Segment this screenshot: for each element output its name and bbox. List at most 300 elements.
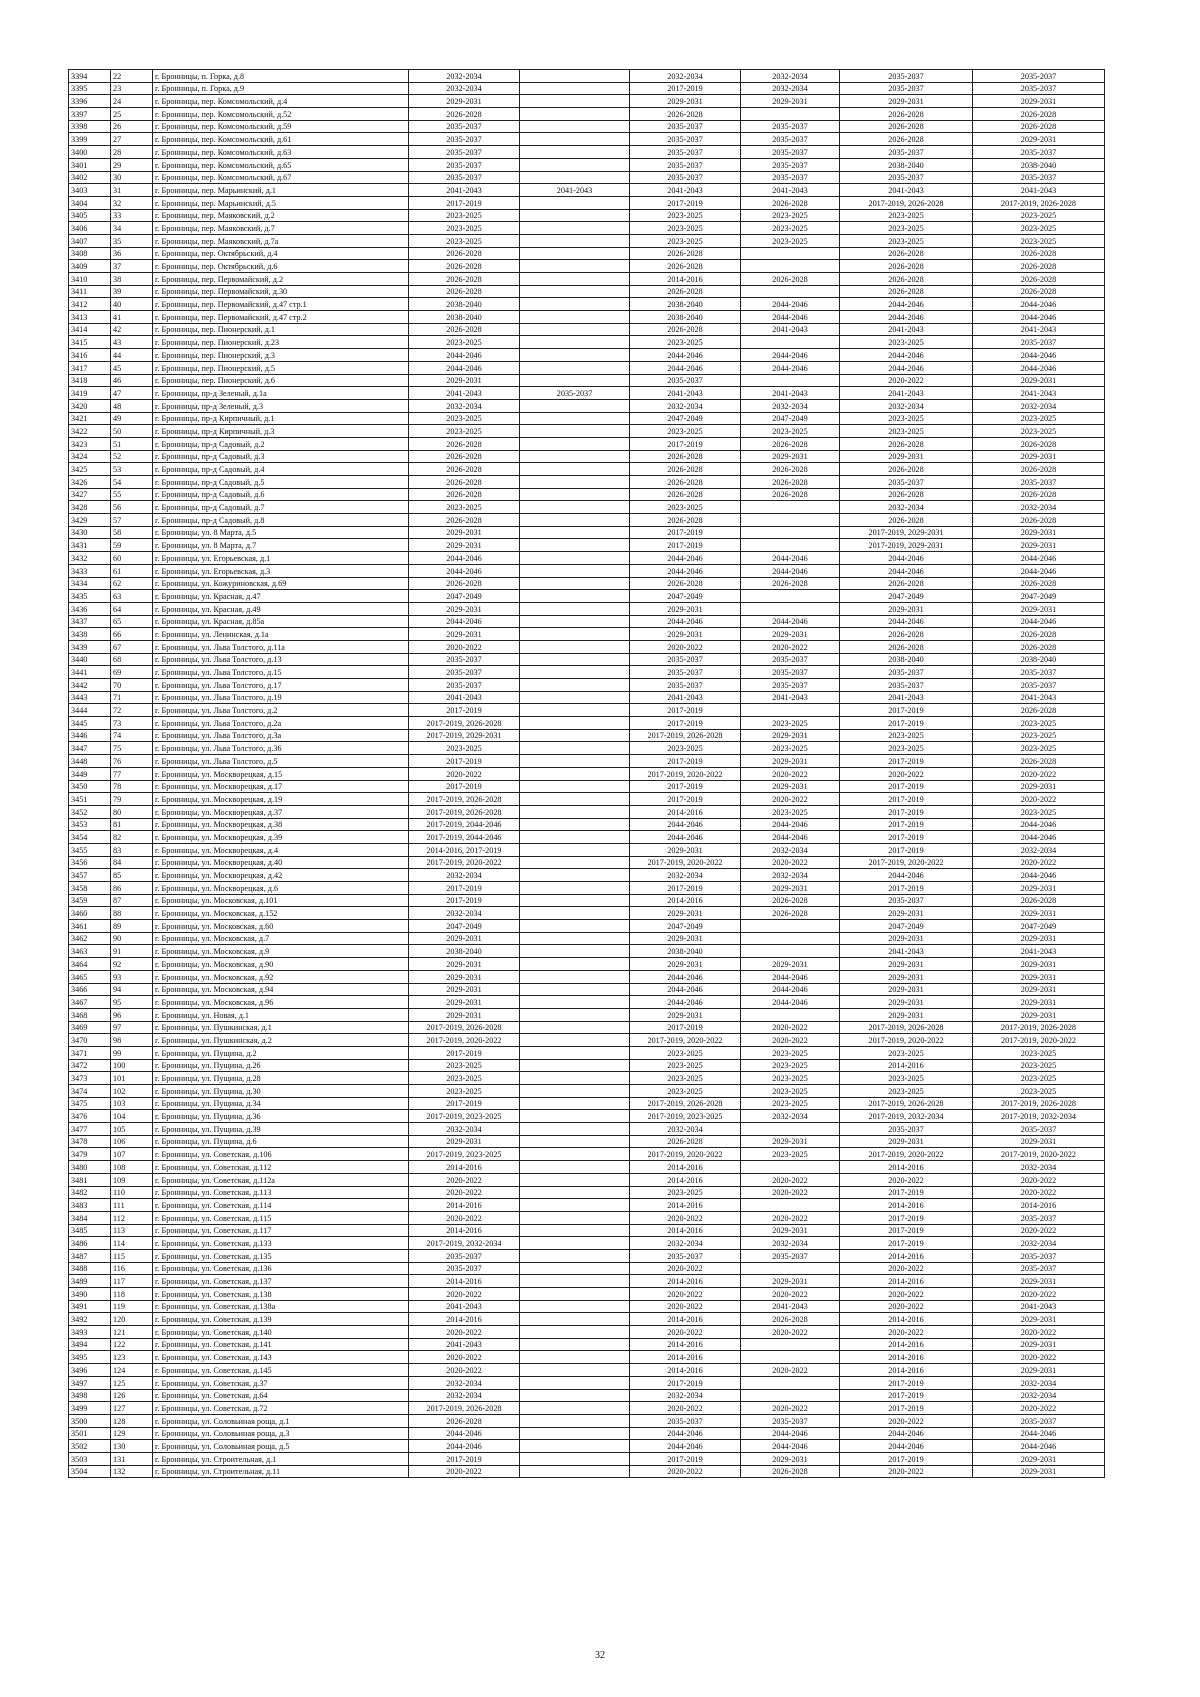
cell-period-3: 2044-2046 xyxy=(630,1440,741,1453)
cell-row-index: 3502 xyxy=(69,1440,111,1453)
cell-row-index: 3451 xyxy=(69,793,111,806)
cell-address: г. Бронницы, ул. Московская, д.9 xyxy=(153,945,409,958)
cell-period-5: 2026-2028 xyxy=(840,514,973,527)
cell-address: г. Бронницы, ул. Советская, д.145 xyxy=(153,1364,409,1377)
cell-period-4: 2032-2034 xyxy=(741,70,840,83)
cell-row-index: 3412 xyxy=(69,298,111,311)
cell-address: г. Бронницы, пер. Маяковский, д.7а xyxy=(153,234,409,247)
cell-period-2 xyxy=(520,323,630,336)
table-row xyxy=(69,298,1105,311)
table-row xyxy=(69,158,1105,171)
cell-item-number: 57 xyxy=(111,514,153,527)
cell-item-number: 85 xyxy=(111,869,153,882)
cell-period-4: 2023-2025 xyxy=(741,222,840,235)
cell-period-4 xyxy=(741,1262,840,1275)
cell-period-3: 2047-2049 xyxy=(630,412,741,425)
cell-item-number: 80 xyxy=(111,805,153,818)
cell-address: г. Бронницы, пер. Комсомольский, д.4 xyxy=(153,95,409,108)
cell-address: г. Бронницы, пр-д Садовый, д.2 xyxy=(153,437,409,450)
cell-period-4: 2029-2031 xyxy=(741,729,840,742)
cell-period-5: 2041-2043 xyxy=(840,184,973,197)
cell-period-1: 2044-2046 xyxy=(409,1427,520,1440)
cell-period-2 xyxy=(520,1072,630,1085)
table-row xyxy=(69,234,1105,247)
cell-period-5: 2017-2019, 2026-2028 xyxy=(840,1021,973,1034)
cell-period-4: 2035-2037 xyxy=(741,120,840,133)
cell-row-index: 3435 xyxy=(69,590,111,603)
cell-item-number: 28 xyxy=(111,146,153,159)
cell-period-2 xyxy=(520,679,630,692)
cell-period-4: 2026-2028 xyxy=(741,577,840,590)
cell-period-4: 2029-2031 xyxy=(741,628,840,641)
cell-row-index: 3401 xyxy=(69,158,111,171)
cell-period-6: 2023-2025 xyxy=(973,1085,1105,1098)
cell-row-index: 3467 xyxy=(69,996,111,1009)
cell-row-index: 3399 xyxy=(69,133,111,146)
cell-period-2 xyxy=(520,780,630,793)
cell-period-6: 2029-2031 xyxy=(973,983,1105,996)
cell-period-6: 2017-2019, 2026-2028 xyxy=(973,196,1105,209)
cell-period-6: 2029-2031 xyxy=(973,970,1105,983)
cell-row-index: 3423 xyxy=(69,437,111,450)
cell-period-5: 2023-2025 xyxy=(840,1072,973,1085)
cell-period-2 xyxy=(520,932,630,945)
cell-period-2 xyxy=(520,514,630,527)
cell-period-5: 2041-2043 xyxy=(840,323,973,336)
cell-item-number: 23 xyxy=(111,82,153,95)
cell-period-6: 2023-2025 xyxy=(973,717,1105,730)
cell-row-index: 3419 xyxy=(69,387,111,400)
cell-period-2 xyxy=(520,1414,630,1427)
cell-period-5: 2029-2031 xyxy=(840,602,973,615)
table-row xyxy=(69,1389,1105,1402)
cell-period-5: 2029-2031 xyxy=(840,983,973,996)
cell-address: г. Бронницы, пер. Пионерский, д.6 xyxy=(153,374,409,387)
cell-period-1: 2044-2046 xyxy=(409,361,520,374)
cell-period-6: 2029-2031 xyxy=(973,450,1105,463)
cell-address: г. Бронницы, ул. Льва Толстого, д.13 xyxy=(153,653,409,666)
cell-period-1: 2026-2028 xyxy=(409,1414,520,1427)
table-row xyxy=(69,437,1105,450)
cell-period-5: 2035-2037 xyxy=(840,1123,973,1136)
cell-period-1: 2032-2034 xyxy=(409,1376,520,1389)
table-row xyxy=(69,95,1105,108)
table-row xyxy=(69,970,1105,983)
cell-period-3: 2035-2037 xyxy=(630,120,741,133)
cell-period-2 xyxy=(520,843,630,856)
cell-item-number: 63 xyxy=(111,590,153,603)
cell-address: г. Бронницы, ул. Советская, д.112а xyxy=(153,1173,409,1186)
cell-item-number: 37 xyxy=(111,260,153,273)
cell-row-index: 3486 xyxy=(69,1237,111,1250)
cell-row-index: 3430 xyxy=(69,526,111,539)
cell-period-1: 2017-2019, 2023-2025 xyxy=(409,1148,520,1161)
cell-address: г. Бронницы, ул. Пущина, д.28 xyxy=(153,1072,409,1085)
cell-row-index: 3474 xyxy=(69,1085,111,1098)
cell-period-3: 2017-2019 xyxy=(630,717,741,730)
cell-period-6: 2044-2046 xyxy=(973,869,1105,882)
cell-item-number: 130 xyxy=(111,1440,153,1453)
cell-period-2 xyxy=(520,666,630,679)
cell-address: г. Бронницы, ул. Пущина, д.6 xyxy=(153,1135,409,1148)
cell-address: г. Бронницы, ул. Пущина, д.34 xyxy=(153,1097,409,1110)
cell-period-2 xyxy=(520,1148,630,1161)
cell-period-4 xyxy=(741,336,840,349)
cell-item-number: 103 xyxy=(111,1097,153,1110)
cell-period-4: 2032-2034 xyxy=(741,1237,840,1250)
cell-item-number: 35 xyxy=(111,234,153,247)
cell-period-3: 2026-2028 xyxy=(630,260,741,273)
cell-period-1: 2029-2031 xyxy=(409,970,520,983)
cell-period-3: 2035-2037 xyxy=(630,133,741,146)
cell-row-index: 3404 xyxy=(69,196,111,209)
cell-address: г. Бронницы, пер. Пионерский, д.1 xyxy=(153,323,409,336)
cell-period-3: 2014-2016 xyxy=(630,1224,741,1237)
table-row xyxy=(69,1059,1105,1072)
cell-item-number: 131 xyxy=(111,1452,153,1465)
cell-period-6: 2029-2031 xyxy=(973,95,1105,108)
cell-period-4: 2032-2034 xyxy=(741,82,840,95)
cell-period-6: 2035-2037 xyxy=(973,336,1105,349)
cell-period-3: 2017-2019 xyxy=(630,704,741,717)
cell-period-1: 2044-2046 xyxy=(409,564,520,577)
table-row xyxy=(69,1288,1105,1301)
cell-item-number: 43 xyxy=(111,336,153,349)
cell-period-6: 2020-2022 xyxy=(973,1288,1105,1301)
cell-period-5: 2014-2016 xyxy=(840,1199,973,1212)
cell-item-number: 93 xyxy=(111,970,153,983)
cell-period-2 xyxy=(520,374,630,387)
cell-row-index: 3490 xyxy=(69,1288,111,1301)
cell-address: г. Бронницы, пр-д Кирпичный, д.3 xyxy=(153,425,409,438)
cell-period-5: 2044-2046 xyxy=(840,361,973,374)
table-row xyxy=(69,273,1105,286)
cell-period-4: 2032-2034 xyxy=(741,843,840,856)
cell-row-index: 3456 xyxy=(69,856,111,869)
cell-period-2 xyxy=(520,869,630,882)
cell-period-4: 2035-2037 xyxy=(741,679,840,692)
cell-period-2 xyxy=(520,1173,630,1186)
cell-period-4: 2023-2025 xyxy=(741,234,840,247)
cell-address: г. Бронницы, ул. Пущина, д.2 xyxy=(153,1046,409,1059)
cell-period-1: 2017-2019 xyxy=(409,894,520,907)
cell-period-2 xyxy=(520,476,630,489)
cell-address: г. Бронницы, ул. Строительная, д.11 xyxy=(153,1465,409,1478)
cell-period-1: 2047-2049 xyxy=(409,590,520,603)
cell-period-5: 2020-2022 xyxy=(840,374,973,387)
cell-period-1: 2017-2019 xyxy=(409,1046,520,1059)
cell-period-6: 2023-2025 xyxy=(973,209,1105,222)
cell-item-number: 51 xyxy=(111,437,153,450)
cell-period-3: 2026-2028 xyxy=(630,1135,741,1148)
cell-item-number: 68 xyxy=(111,653,153,666)
cell-address: г. Бронницы, ул. Льва Толстого, д.11а xyxy=(153,640,409,653)
cell-period-1: 2017-2019 xyxy=(409,1097,520,1110)
cell-period-1: 2017-2019, 2026-2028 xyxy=(409,793,520,806)
cell-row-index: 3500 xyxy=(69,1414,111,1427)
cell-item-number: 44 xyxy=(111,349,153,362)
cell-period-4 xyxy=(741,704,840,717)
cell-address: г. Бронницы, ул. Советская, д.64 xyxy=(153,1389,409,1402)
cell-period-3: 2023-2025 xyxy=(630,1059,741,1072)
cell-address: г. Бронницы, ул. Москворецкая, д.6 xyxy=(153,882,409,895)
cell-period-1: 2035-2037 xyxy=(409,653,520,666)
cell-item-number: 120 xyxy=(111,1313,153,1326)
cell-period-4 xyxy=(741,285,840,298)
cell-row-index: 3457 xyxy=(69,869,111,882)
table-row xyxy=(69,82,1105,95)
cell-period-3: 2017-2019 xyxy=(630,780,741,793)
cell-period-4: 2035-2037 xyxy=(741,133,840,146)
cell-row-index: 3466 xyxy=(69,983,111,996)
cell-period-3: 2014-2016 xyxy=(630,1173,741,1186)
cell-period-2 xyxy=(520,450,630,463)
cell-address: г. Бронницы, ул. Советская, д.133 xyxy=(153,1237,409,1250)
cell-address: г. Бронницы, ул. Пущина, д.30 xyxy=(153,1085,409,1098)
cell-period-2 xyxy=(520,1452,630,1465)
cell-period-6: 2029-2031 xyxy=(973,1008,1105,1021)
cell-period-3: 2023-2025 xyxy=(630,1186,741,1199)
cell-period-6: 2032-2034 xyxy=(973,1389,1105,1402)
cell-period-2 xyxy=(520,336,630,349)
cell-period-3: 2014-2016 xyxy=(630,1351,741,1364)
cell-period-4: 2029-2031 xyxy=(741,882,840,895)
cell-period-1: 2017-2019, 2044-2046 xyxy=(409,818,520,831)
cell-period-1: 2020-2022 xyxy=(409,767,520,780)
cell-period-1: 2017-2019, 2029-2031 xyxy=(409,729,520,742)
cell-row-index: 3402 xyxy=(69,171,111,184)
cell-period-5: 2020-2022 xyxy=(840,767,973,780)
cell-row-index: 3503 xyxy=(69,1452,111,1465)
cell-period-3: 2023-2025 xyxy=(630,222,741,235)
cell-period-2 xyxy=(520,171,630,184)
schedule-table-container xyxy=(68,69,1104,1478)
cell-item-number: 98 xyxy=(111,1034,153,1047)
cell-item-number: 42 xyxy=(111,323,153,336)
cell-period-4 xyxy=(741,526,840,539)
cell-period-4: 2044-2046 xyxy=(741,1440,840,1453)
cell-period-2 xyxy=(520,996,630,1009)
cell-period-6: 2044-2046 xyxy=(973,615,1105,628)
cell-period-6: 2044-2046 xyxy=(973,349,1105,362)
cell-period-2 xyxy=(520,273,630,286)
cell-item-number: 112 xyxy=(111,1211,153,1224)
cell-period-4 xyxy=(741,920,840,933)
cell-period-1: 2038-2040 xyxy=(409,311,520,324)
cell-address: г. Бронницы, пер. Первомайский, д.2 xyxy=(153,273,409,286)
cell-period-5: 2026-2028 xyxy=(840,488,973,501)
cell-period-2 xyxy=(520,158,630,171)
cell-item-number: 102 xyxy=(111,1085,153,1098)
table-row xyxy=(69,1211,1105,1224)
cell-period-5: 2029-2031 xyxy=(840,996,973,1009)
cell-period-1: 2020-2022 xyxy=(409,1465,520,1478)
cell-item-number: 26 xyxy=(111,120,153,133)
cell-address: г. Бронницы, ул. Ленинская, д.1а xyxy=(153,628,409,641)
cell-period-6: 2020-2022 xyxy=(973,1351,1105,1364)
cell-row-index: 3410 xyxy=(69,273,111,286)
table-row xyxy=(69,1313,1105,1326)
cell-item-number: 41 xyxy=(111,311,153,324)
cell-period-6: 2026-2028 xyxy=(973,273,1105,286)
cell-period-4: 2023-2025 xyxy=(741,717,840,730)
table-row xyxy=(69,679,1105,692)
cell-period-6: 2032-2034 xyxy=(973,1161,1105,1174)
cell-period-6: 2029-2031 xyxy=(973,907,1105,920)
cell-period-2 xyxy=(520,1338,630,1351)
cell-row-index: 3408 xyxy=(69,247,111,260)
cell-row-index: 3469 xyxy=(69,1021,111,1034)
table-row xyxy=(69,1021,1105,1034)
cell-period-2 xyxy=(520,260,630,273)
cell-item-number: 48 xyxy=(111,399,153,412)
cell-period-3: 2044-2046 xyxy=(630,615,741,628)
cell-period-4: 2020-2022 xyxy=(741,1402,840,1415)
cell-row-index: 3497 xyxy=(69,1376,111,1389)
cell-item-number: 74 xyxy=(111,729,153,742)
cell-period-1: 2017-2019, 2044-2046 xyxy=(409,831,520,844)
table-row xyxy=(69,285,1105,298)
cell-period-2 xyxy=(520,209,630,222)
cell-period-5: 2017-2019 xyxy=(840,1376,973,1389)
cell-period-3: 2017-2019 xyxy=(630,539,741,552)
cell-period-1: 2017-2019, 2026-2028 xyxy=(409,1402,520,1415)
cell-period-5: 2014-2016 xyxy=(840,1249,973,1262)
cell-row-index: 3498 xyxy=(69,1389,111,1402)
page-number: 32 xyxy=(595,1650,605,1661)
cell-period-6: 2026-2028 xyxy=(973,488,1105,501)
cell-item-number: 92 xyxy=(111,958,153,971)
cell-item-number: 124 xyxy=(111,1364,153,1377)
cell-period-5: 2041-2043 xyxy=(840,691,973,704)
table-row xyxy=(69,1110,1105,1123)
cell-period-2 xyxy=(520,1211,630,1224)
cell-period-2 xyxy=(520,856,630,869)
cell-period-2 xyxy=(520,1008,630,1021)
cell-address: г. Бронницы, ул. Пушкинская, д.1 xyxy=(153,1021,409,1034)
cell-address: г. Бронницы, ул. Московская, д.60 xyxy=(153,920,409,933)
table-row xyxy=(69,184,1105,197)
cell-period-4: 2029-2031 xyxy=(741,755,840,768)
cell-period-3: 2029-2031 xyxy=(630,602,741,615)
cell-period-6: 2041-2043 xyxy=(973,387,1105,400)
cell-row-index: 3473 xyxy=(69,1072,111,1085)
cell-item-number: 58 xyxy=(111,526,153,539)
cell-period-4: 2026-2028 xyxy=(741,196,840,209)
cell-period-2 xyxy=(520,1097,630,1110)
cell-period-2 xyxy=(520,1059,630,1072)
table-row xyxy=(69,1123,1105,1136)
cell-period-4 xyxy=(741,260,840,273)
table-body xyxy=(69,70,1105,1478)
cell-row-index: 3425 xyxy=(69,463,111,476)
cell-period-2 xyxy=(520,704,630,717)
cell-period-5: 2017-2019 xyxy=(840,1452,973,1465)
cell-address: г. Бронницы, пер. Маяковский, д.2 xyxy=(153,209,409,222)
table-row xyxy=(69,653,1105,666)
cell-period-5: 2035-2037 xyxy=(840,666,973,679)
cell-period-2 xyxy=(520,1389,630,1402)
cell-period-4: 2023-2025 xyxy=(741,805,840,818)
cell-period-4: 2020-2022 xyxy=(741,793,840,806)
table-row xyxy=(69,742,1105,755)
cell-period-6: 2029-2031 xyxy=(973,958,1105,971)
cell-item-number: 75 xyxy=(111,742,153,755)
cell-period-1: 2035-2037 xyxy=(409,1249,520,1262)
cell-address: г. Бронницы, ул. Пущина, д.39 xyxy=(153,1123,409,1136)
cell-period-6: 2041-2043 xyxy=(973,1300,1105,1313)
cell-item-number: 86 xyxy=(111,882,153,895)
cell-item-number: 79 xyxy=(111,793,153,806)
cell-period-4: 2032-2034 xyxy=(741,1110,840,1123)
table-row xyxy=(69,1085,1105,1098)
cell-period-2: 2035-2037 xyxy=(520,387,630,400)
schedule-table xyxy=(68,69,1105,1478)
cell-period-1: 2026-2028 xyxy=(409,463,520,476)
cell-period-2 xyxy=(520,1364,630,1377)
cell-row-index: 3397 xyxy=(69,108,111,121)
cell-period-3: 2020-2022 xyxy=(630,640,741,653)
cell-period-3: 2041-2043 xyxy=(630,387,741,400)
cell-period-5: 2020-2022 xyxy=(840,1173,973,1186)
cell-period-1: 2026-2028 xyxy=(409,323,520,336)
cell-period-3: 2044-2046 xyxy=(630,831,741,844)
cell-period-6: 2026-2028 xyxy=(973,463,1105,476)
cell-period-2 xyxy=(520,894,630,907)
cell-address: г. Бронницы, ул. Советская, д.140 xyxy=(153,1326,409,1339)
cell-period-4: 2020-2022 xyxy=(741,1288,840,1301)
cell-period-4: 2023-2025 xyxy=(741,1097,840,1110)
table-row xyxy=(69,1440,1105,1453)
cell-period-6: 2029-2031 xyxy=(973,1465,1105,1478)
cell-period-4: 2026-2028 xyxy=(741,907,840,920)
cell-period-5: 2017-2019 xyxy=(840,755,973,768)
cell-period-5: 2017-2019 xyxy=(840,843,973,856)
cell-period-1: 2032-2034 xyxy=(409,869,520,882)
cell-period-6: 2020-2022 xyxy=(973,1173,1105,1186)
cell-period-5: 2017-2019, 2020-2022 xyxy=(840,1148,973,1161)
cell-item-number: 69 xyxy=(111,666,153,679)
cell-period-6: 2029-2031 xyxy=(973,1135,1105,1148)
cell-address: г. Бронницы, ул. Московская, д.92 xyxy=(153,970,409,983)
cell-item-number: 96 xyxy=(111,1008,153,1021)
cell-period-4 xyxy=(741,501,840,514)
cell-period-6: 2032-2034 xyxy=(973,399,1105,412)
cell-row-index: 3446 xyxy=(69,729,111,742)
cell-period-1: 2029-2031 xyxy=(409,374,520,387)
cell-row-index: 3432 xyxy=(69,552,111,565)
cell-period-6: 2047-2049 xyxy=(973,920,1105,933)
cell-item-number: 88 xyxy=(111,907,153,920)
cell-period-1: 2026-2028 xyxy=(409,247,520,260)
cell-row-index: 3489 xyxy=(69,1275,111,1288)
cell-period-2 xyxy=(520,907,630,920)
cell-item-number: 128 xyxy=(111,1414,153,1427)
table-row xyxy=(69,894,1105,907)
cell-period-1: 2014-2016 xyxy=(409,1161,520,1174)
table-row xyxy=(69,425,1105,438)
cell-row-index: 3504 xyxy=(69,1465,111,1478)
cell-row-index: 3465 xyxy=(69,970,111,983)
cell-item-number: 95 xyxy=(111,996,153,1009)
table-row xyxy=(69,323,1105,336)
cell-period-2 xyxy=(520,412,630,425)
cell-address: г. Бронницы, ул. Льва Толстого, д.36 xyxy=(153,742,409,755)
cell-period-5: 2017-2019 xyxy=(840,704,973,717)
cell-period-3: 2014-2016 xyxy=(630,1338,741,1351)
table-row xyxy=(69,1097,1105,1110)
cell-period-6: 2017-2019, 2020-2022 xyxy=(973,1148,1105,1161)
